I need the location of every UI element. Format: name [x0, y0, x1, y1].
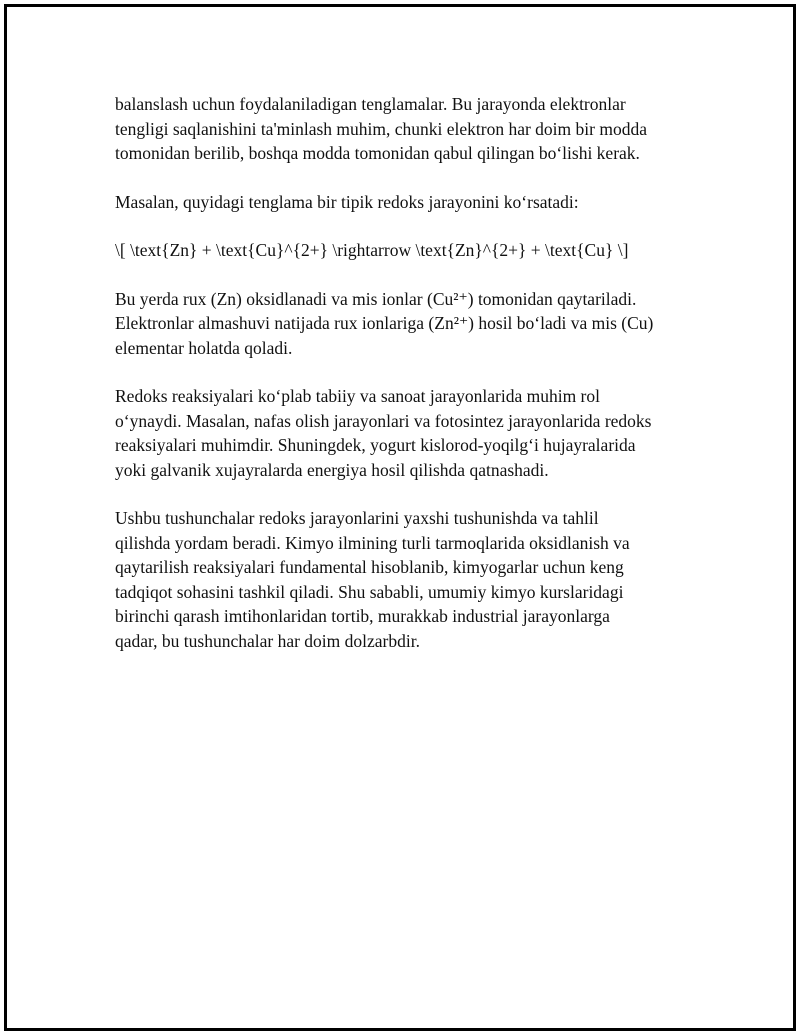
text-line: tengligi saqlanishini ta'minlash muhim, chunki elektron har doim bir modda: [115, 118, 647, 139]
text-line: o‘ynaydi. Masalan, nafas olish jarayonlari va fotosintez jarayonlarida redoks: [115, 410, 652, 431]
text-line: Redoks reaksiyalari ko‘plab tabiiy va sanoat jarayonlarida muhim rol: [115, 386, 600, 406]
text-line: tadqiqot sohasini tashkil qiladi. Shu sababli, umumiy kimyo kurslaridagi: [115, 581, 624, 602]
text-line: tomonidan berilib, boshqa modda tomonidan qabul qilingan bo‘lishi kerak.: [115, 143, 640, 163]
paragraph-explanation: [115, 287, 695, 361]
text-line: reaksiyalari muhimdir. Shuningdek, yogurt kislorod-yoqilg‘i hujayralarida: [115, 435, 636, 455]
paragraph-applications: [115, 384, 695, 482]
text-line: qadar, bu tushunchalar har doim dolzarbdir.: [115, 630, 420, 651]
text-line: elementar holatda qoladi.: [115, 337, 293, 358]
text-line: birinchi qarash imtihonlaridan tortib, murakkab industrial jarayonlarga: [115, 606, 610, 626]
text-line: balanslash uchun foydalaniladigan tenglamalar. Bu jarayonda elektronlar: [115, 94, 626, 114]
paragraph-conclusion: [115, 506, 695, 653]
text-line: Ushbu tushunchalar redoks jarayonlarini yaxshi tushunishda va tahlil: [115, 508, 599, 528]
text-line: qaytarilish reaksiyalari fundamental hisoblanib, kimyogarlar uchun keng: [115, 557, 624, 577]
text-line: Elektronlar almashuvi natijada rux ionlariga (Zn²⁺) hosil bo‘ladi va mis (Cu): [115, 313, 654, 333]
equation-line: \[ \text{Zn} + \text{Cu}^{2+} \rightarrow \text{Zn}^{2+} + \text{Cu} \]: [115, 240, 629, 260]
text-line: qilishda yordam beradi. Kimyo ilmining turli tarmoqlarida oksidlanish va: [115, 532, 630, 553]
text-line: Bu yerda rux (Zn) oksidlanadi va mis ionlar (Cu²⁺) tomonidan qaytariladi.: [115, 288, 637, 309]
paragraph-balancing: [115, 92, 695, 166]
text-line: yoki galvanik xujayralarda energiya hosil qilishda qatnashadi.: [115, 459, 549, 480]
document-body: [115, 92, 695, 677]
text-line: Masalan, quyidagi tenglama bir tipik redoks jarayonini ko‘rsatadi:: [115, 191, 579, 212]
paragraph-example-intro: [115, 190, 695, 215]
equation-latex: [115, 238, 695, 263]
